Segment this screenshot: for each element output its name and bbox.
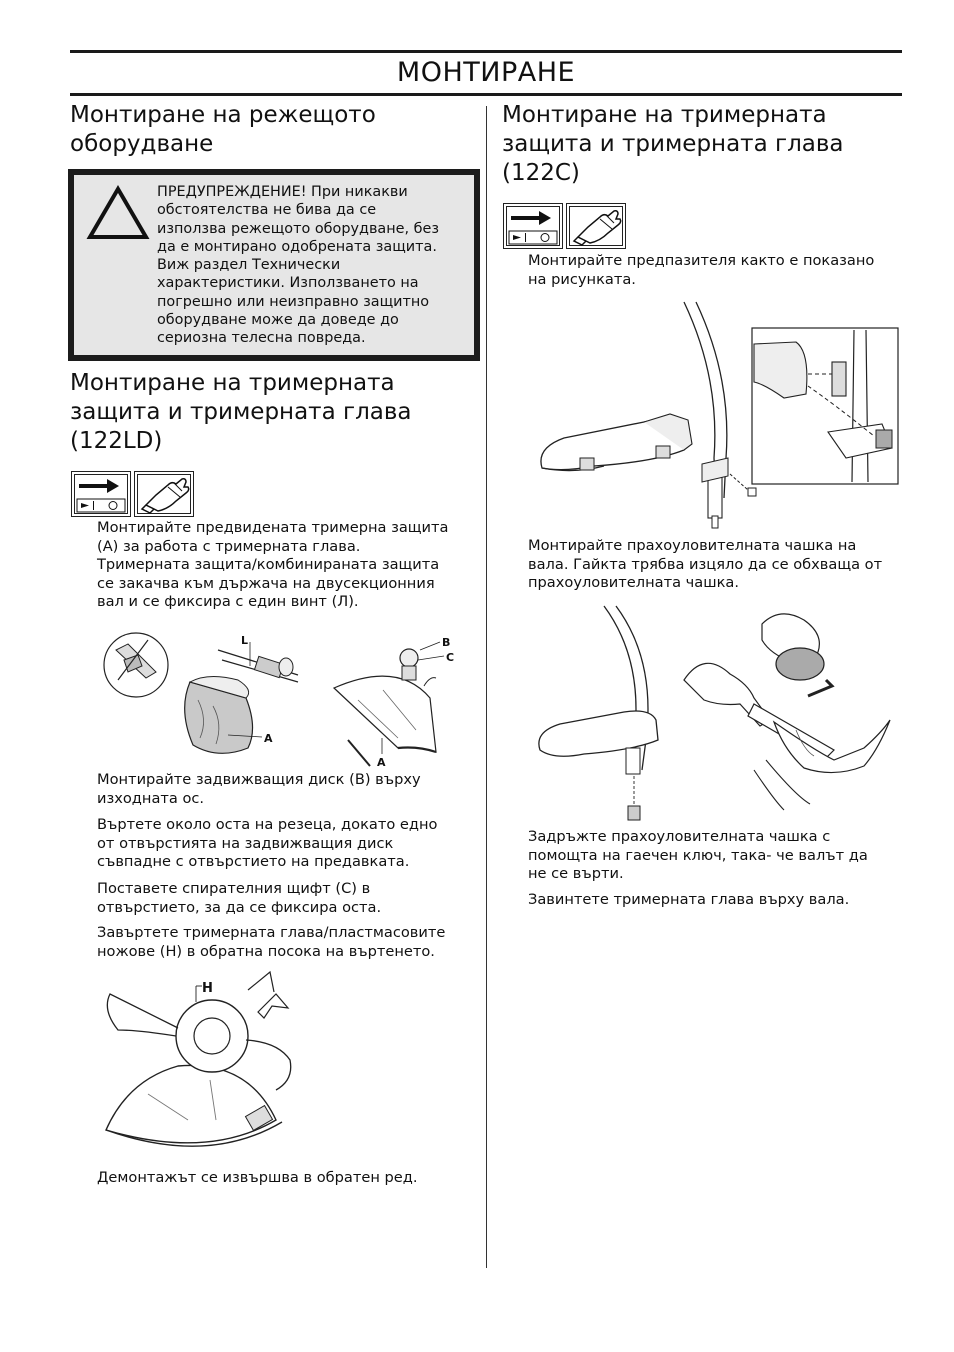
manual-arrow-icon	[71, 471, 131, 517]
paragraph-rotate-axis: Въртете около оста на резеца, докато едно от отвърстията на задвижващия диск съвпадне с отвърстието на предавката.	[97, 816, 438, 870]
warning-triangle-icon	[86, 185, 150, 241]
paragraph-mount-drive-disc: Монтирайте задвижващия диск (В) върху изходната ос.	[97, 771, 421, 807]
label-A-left: A	[264, 732, 273, 745]
warning-text: ПРЕДУПРЕЖДЕНИЕ! При никакви обстоятелства не бива да се използва режещото оборудване, без да е монтирано одобрената защита. Виж раздел Технически характеристики. Използването на погрешно или неизправно защитно оборудване може да доведе до сериозна телесна повреда.	[157, 184, 440, 347]
paragraph-hold-dust-cup: Задръжте прахоуловителната чашка с помощта на гаечен ключ, така- че валът да не се върти.	[528, 828, 868, 882]
header-top-rule	[70, 50, 902, 53]
paragraph-screw-trimmer-head: Завъртете тримерната глава/пластмасовите ножове (Н) в обратна посока на въртенето.	[97, 924, 446, 960]
figure-guard-on-shaft	[534, 298, 904, 534]
figure-guard-assembly	[98, 620, 468, 770]
section-title-cutting-equipment	[70, 101, 470, 159]
header-bottom-rule	[70, 93, 902, 96]
figure-trimmer-head	[98, 970, 308, 1160]
column-divider	[486, 106, 487, 1268]
paragraph-screw-head-on-shaft: Завинтете тримерната глава върху вала.	[528, 891, 850, 908]
paragraph-mount-dust-cup: Монтирайте прахоуловителната чашка на вала. Гайкта трябва изцяло да се обхваща от прахоуловителната чашка.	[528, 537, 883, 591]
manual-arrow-icon	[503, 203, 563, 249]
figure-wrench-dust-cup	[534, 600, 904, 824]
section-title-122ld: Монтиране на тримерната защита и тримерната глава (122LD)	[70, 370, 412, 454]
paragraph-mount-guard-122c: Монтирайте предпазителя както е показано на рисунката.	[528, 252, 875, 288]
paragraph-disassembly: Демонтажът се извършва в обратен ред.	[97, 1169, 418, 1186]
paragraph-mount-trimmer-guard: Монтирайте предвидената тримерна защита (А) за работа с тримерната глава. Тримерната защита/комбинираната защита се закачва към държача на двусекционния вал и се фиксира с един винт (Л).	[97, 519, 449, 610]
page-title: МОНТИРАНЕ	[396, 57, 576, 88]
protective-glove-icon	[566, 203, 626, 249]
label-H: H	[202, 981, 213, 996]
protective-glove-icon	[134, 471, 194, 517]
paragraph-insert-stop-pin: Поставете спирателния щифт (С) в отвърстието, за да се фиксира оста.	[97, 880, 382, 916]
title-line: Монтиране на режещото	[70, 102, 376, 128]
section-title-122c: Монтиране на тримерната защита и тримерната глава (122C)	[502, 102, 844, 186]
warning-box	[68, 169, 480, 361]
label-C: C	[446, 651, 455, 664]
title-line: оборудване	[70, 131, 214, 157]
label-L: L	[241, 634, 249, 647]
label-B: B	[442, 636, 451, 649]
label-A-right: A	[377, 756, 386, 769]
